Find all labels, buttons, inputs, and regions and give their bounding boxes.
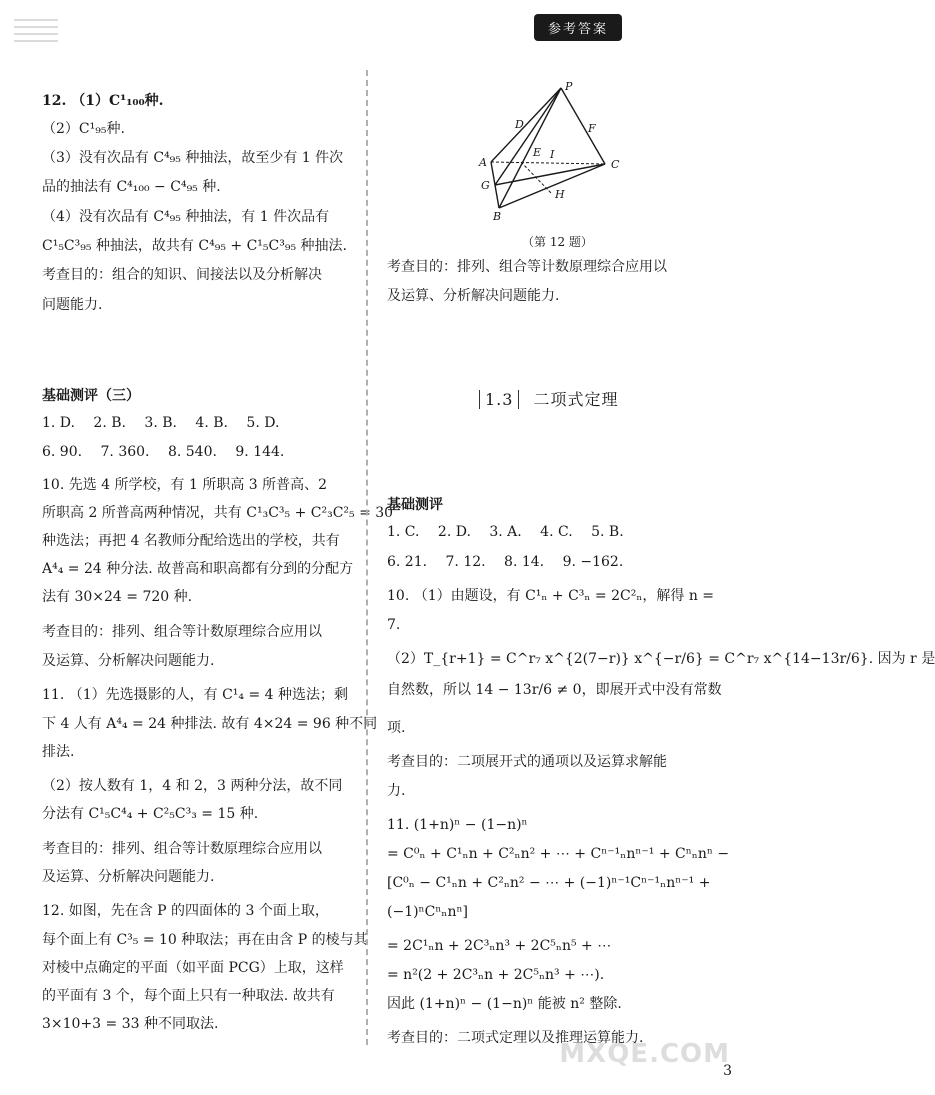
right-line: = n²(2 + 2C³ₙn + 2C⁵ₙn³ + ⋯). bbox=[387, 967, 605, 983]
label-a: A bbox=[479, 156, 487, 169]
corner-mark bbox=[14, 14, 58, 50]
left-line: 法有 30×24 = 720 种. bbox=[42, 589, 193, 605]
label-d: D bbox=[515, 118, 524, 131]
left-line: 的平面有 3 个，每个面上只有一种取法. 故共有 bbox=[42, 988, 335, 1004]
right-line: 考查目的：二项式定理以及推理运算能力. bbox=[387, 1030, 644, 1046]
left-line: 3×10+3 = 33 种不同取法. bbox=[42, 1016, 219, 1032]
left-line: 问题能力. bbox=[42, 297, 103, 313]
label-h: H bbox=[555, 188, 565, 201]
edge-gc bbox=[495, 164, 605, 185]
edge-bc bbox=[499, 164, 605, 208]
label-b: B bbox=[493, 210, 502, 223]
right-line: 基础测评 bbox=[387, 497, 443, 513]
tetrahedron-figure bbox=[455, 80, 655, 223]
right-line: 10. （1）由题设，有 C¹ₙ + C³ₙ = 2C²ₙ，解得 n = bbox=[387, 588, 715, 604]
section-number: 1.3 bbox=[479, 390, 519, 409]
left-line: C¹₅C³₉₅ 种抽法，故共有 C⁴₉₅ + C¹₅C³₉₅ 种抽法. bbox=[42, 238, 347, 254]
label-c: C bbox=[611, 158, 620, 171]
left-line: 考查目的：排列、组合等计数原理综合应用以 bbox=[42, 624, 322, 640]
right-line: 7. bbox=[387, 617, 401, 633]
label-i: I bbox=[550, 148, 555, 161]
left-line: 基础测评（三） bbox=[42, 388, 140, 404]
left-line: 10. 先选 4 所学校，有 1 所职高 3 所普高、2 bbox=[42, 477, 328, 493]
left-line: 下 4 人有 A⁴₄ = 24 种排法. 故有 4×24 = 96 种不同 bbox=[42, 716, 378, 732]
left-line: 考查目的：排列、组合等计数原理综合应用以 bbox=[42, 841, 322, 857]
right-line: （2）T_{r+1} = C^r₇ x^{2(7−r)} x^{−r/6} = C^r₇ x^{14−13r/6}. 因为 r 是 bbox=[387, 651, 935, 667]
right-line: = C⁰ₙ + C¹ₙn + C²ₙn² + ⋯ + Cⁿ⁻¹ₙnⁿ⁻¹ + Cⁿₙnⁿ − bbox=[387, 846, 730, 862]
left-line: 1. D. 2. B. 3. B. 4. B. 5. D. bbox=[42, 415, 280, 431]
left-line: （2）C¹₉₅种. bbox=[42, 121, 125, 137]
edge-pc bbox=[561, 88, 605, 164]
left-line: 种选法；再把 4 名教师分配给选出的学校，共有 bbox=[42, 533, 340, 549]
label-e: E bbox=[533, 146, 542, 159]
left-line: （3）没有次品有 C⁴₉₅ 种抽法，故至少有 1 件次 bbox=[42, 150, 344, 166]
watermark: MXQE.COM bbox=[559, 1039, 730, 1069]
edge-pg bbox=[495, 88, 561, 185]
right-top-line: 考查目的：排列、组合等计数原理综合应用以 bbox=[387, 259, 667, 275]
left-line: A⁴₄ = 24 种分法. 故普高和职高都有分到的分配方 bbox=[42, 561, 354, 577]
section-title: 二项式定理 bbox=[533, 390, 619, 409]
left-line: 分法有 C¹₅C⁴₄ + C²₅C³₃ = 15 种. bbox=[42, 806, 259, 822]
left-line: 6. 90. 7. 360. 8. 540. 9. 144. bbox=[42, 444, 285, 460]
left-line: 12. （1）C¹₁₀₀种. bbox=[42, 93, 164, 109]
left-line: 及运算、分析解决问题能力. bbox=[42, 653, 215, 669]
left-line: 每个面上有 C³₅ = 10 种取法；再在由含 P 的棱与其 bbox=[42, 932, 368, 948]
label-p: P bbox=[565, 80, 573, 93]
right-line: 考查目的：二项展开式的通项以及运算求解能 bbox=[387, 754, 667, 770]
right-line: 自然数，所以 14 − 13r/6 ≠ 0，即展开式中没有常数 bbox=[387, 682, 722, 698]
header-tag: 参考答案 bbox=[534, 14, 622, 41]
right-line: 项. bbox=[387, 720, 406, 736]
left-line: 考查目的：组合的知识、间接法以及分析解决 bbox=[42, 267, 322, 283]
page-number: 3 bbox=[723, 1063, 732, 1079]
figure-caption: （第 12 题） bbox=[522, 235, 593, 249]
section-heading bbox=[479, 387, 618, 410]
right-top-line: 及运算、分析解决问题能力. bbox=[387, 288, 560, 304]
left-line: 11. （1）先选摄影的人，有 C¹₄ = 4 种选法；剩 bbox=[42, 687, 348, 703]
left-line: 品的抽法有 C⁴₁₀₀ − C⁴₉₅ 种. bbox=[42, 179, 221, 195]
right-line: = 2C¹ₙn + 2C³ₙn³ + 2C⁵ₙn⁵ + ⋯ bbox=[387, 938, 612, 954]
right-line: 因此 (1+n)ⁿ − (1−n)ⁿ 能被 n² 整除. bbox=[387, 996, 622, 1012]
right-line: 6. 21. 7. 12. 8. 14. 9. −162. bbox=[387, 554, 624, 570]
right-line: 11. (1+n)ⁿ − (1−n)ⁿ bbox=[387, 817, 528, 833]
right-line: 1. C. 2. D. 3. A. 4. C. 5. B. bbox=[387, 524, 624, 540]
right-line: (−1)ⁿCⁿₙnⁿ] bbox=[387, 904, 468, 920]
left-line: 12. 如图，先在含 P 的四面体的 3 个面上取， bbox=[42, 903, 329, 919]
left-line: 排法. bbox=[42, 744, 75, 760]
left-line: 及运算、分析解决问题能力. bbox=[42, 869, 215, 885]
segment-eh-hidden bbox=[521, 162, 552, 194]
left-line: （2）按人数有 1，4 和 2，3 两种分法，故不同 bbox=[42, 778, 343, 794]
right-line: [C⁰ₙ − C¹ₙn + C²ₙn² − ⋯ + (−1)ⁿ⁻¹Cⁿ⁻¹ₙnⁿ⁻¹ + bbox=[387, 875, 711, 891]
label-f: F bbox=[588, 122, 596, 135]
left-line: 所职高 2 所普高两种情况，共有 C¹₃C³₅ + C²₃C²₅ = 30 bbox=[42, 505, 394, 521]
label-g: G bbox=[481, 179, 490, 192]
left-line: 对棱中点确定的平面（如平面 PCG）上取，这样 bbox=[42, 960, 344, 976]
edge-ac-hidden bbox=[491, 162, 605, 164]
right-line: 力. bbox=[387, 783, 406, 799]
left-line: （4）没有次品有 C⁴₉₅ 种抽法，有 1 件次品有 bbox=[42, 209, 330, 225]
column-divider bbox=[366, 70, 368, 1045]
